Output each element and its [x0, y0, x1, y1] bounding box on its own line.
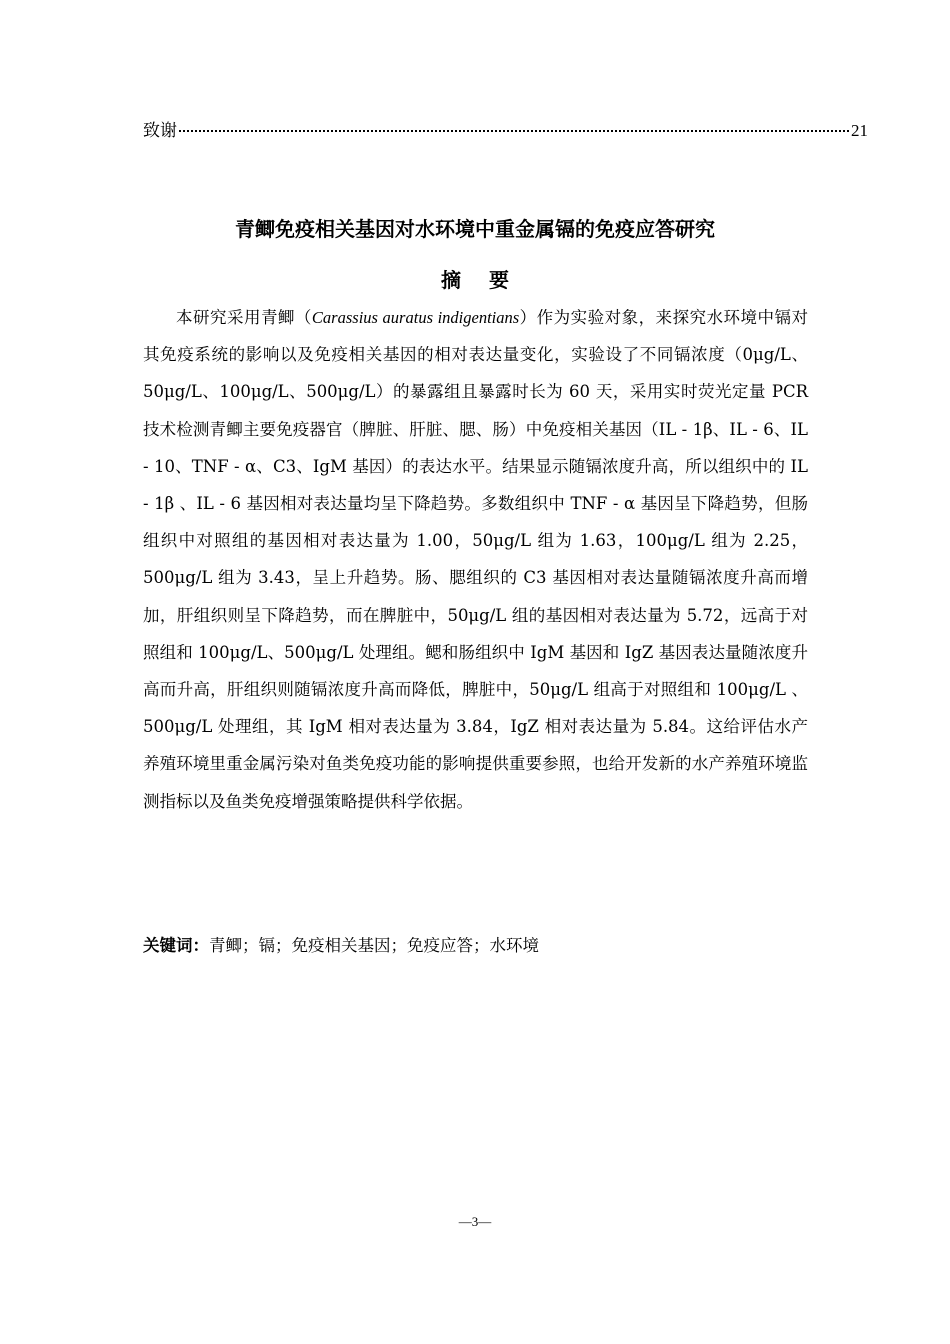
abstract-heading: 摘要 [441, 268, 537, 292]
keywords [143, 932, 808, 956]
toc-entry-label: 致谢 [143, 121, 177, 141]
toc-entry-page: 21 [851, 121, 868, 140]
abstract-body [143, 299, 808, 820]
keywords-label: 关键词： [143, 936, 209, 955]
abstract-text-main: ）作为实验对象，来探究水环境中镉对其免疫系统的影响以及免疫相关基因的相对表达量变化，实验设了不同镉浓度（0μg/L、50μg/L、100μg/L、500μg/L）的暴露组且暴露时长为 60 天，采用实时荧光定量 PCR 技术检测青鲫主要免疫器官（脾脏、肝脏、腮、肠）中免疫相关基因（IL - 1β、IL - 6、IL - 10、TNF - α、C3、IgM 基因）的表达水平。结果显示随镉浓度升高，所以组织中的 IL - 1β 、IL - 6 基因相对表达量均呈下降趋势。多数组织中 TNF - α 基因呈下降趋势，但肠组织中对照组的基因相对表达量为 1.00，50μg/L 组为 1.63，100μg/L 组为 2.25，500μg/L 组为 3.43，呈上升趋势。肠、腮组织的 C3 基因相对表达量随镉浓度升高而增加，肝组织则呈下降趋势，而在脾脏中，50μg/L 组的基因相对表达量为 5.72，远高于对照组和 100μg/L、500μg/L 处理组。鳃和肠组织中 IgM 基因和 IgZ 基因表达量随浓度升高而升高，肝组织则随镉浓度升高而降低，脾脏中，50μg/L 组高于对照组和 100μg/L 、500μg/L 处理组，其 IgM 相对表达量为 3.84，IgZ 相对表达量为 5.84。这给评估水产养殖环境里重金属污染对鱼类免疫功能的影响提供重要参照，也给开发新的水产养殖环境监测指标以及鱼类免疫增强策略提供科学依据。 [143, 308, 809, 811]
page-number: —3— [458, 1214, 492, 1229]
abstract-text-intro: 本研究采用青鲫（ [176, 308, 312, 327]
toc-leader-dots [179, 130, 849, 132]
abstract-paragraph [143, 299, 808, 820]
species-name: Carassius auratus indigentians [311, 308, 520, 327]
toc-entry-acknowledgements[interactable] [143, 116, 868, 142]
keywords-value: 青鲫；镉；免疫相关基因；免疫应答；水环境 [209, 936, 539, 955]
paper-title: 青鲫免疫相关基因对水环境中重金属镉的免疫应答研究 [235, 217, 715, 241]
